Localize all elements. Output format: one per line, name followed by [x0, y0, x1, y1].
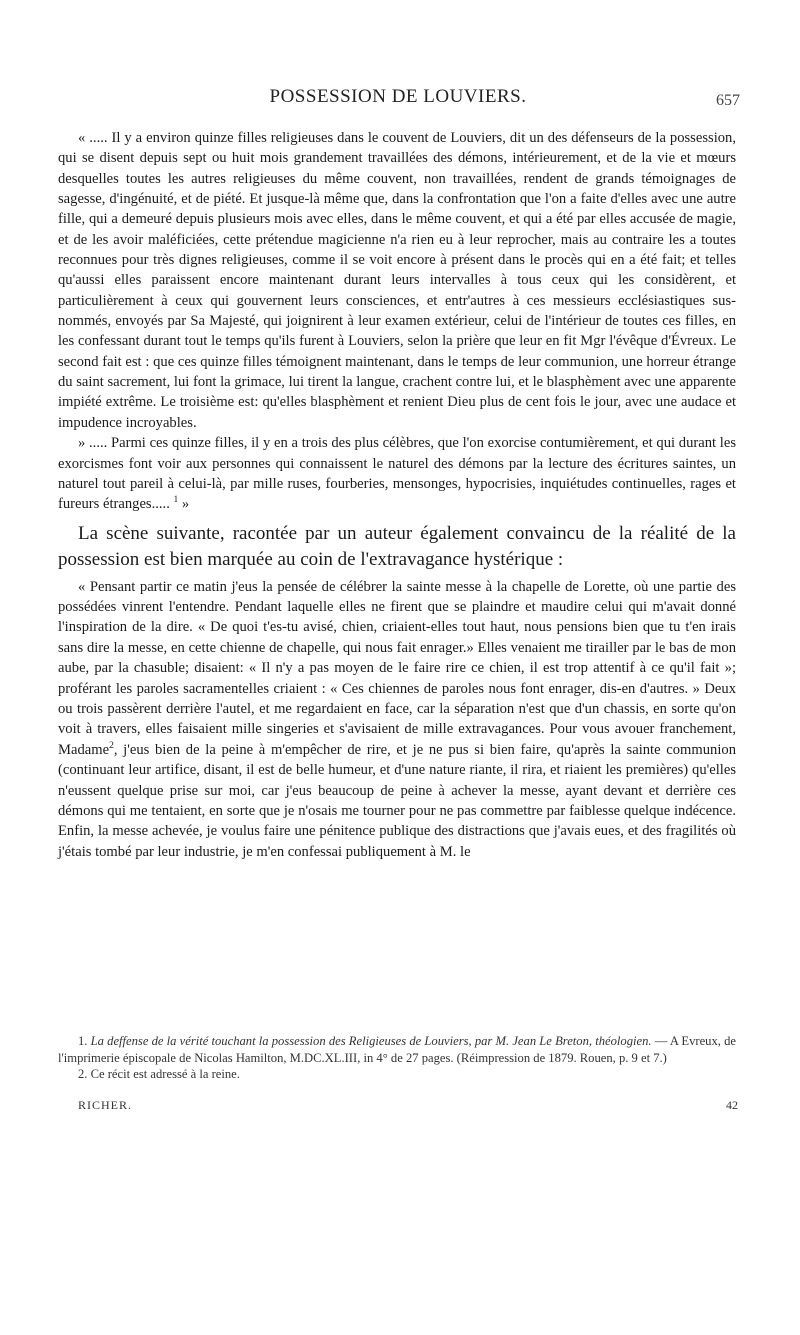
second-quote-part-1: « Pensant partir ce matin j'eus la pensée de célébrer la sainte messe à la chapelle de Lorette, où une partie des possédées vinrent l'entendre. Pendant laquelle elles ne firent que se plaindre et maudire celui qui m'avait donné l'inspiration de la dire. « De quoi t'es-tu avisé, chien, criaient-elles tout haut, nous pensions bien que tu t'en irais sans dire la messe, en cette chienne de chapelle, qui nous fait enrager.» Elles venaient me tirailler par le bas de mon aube, par la chasuble; disaient: « Il n'y a pas moyen de le faire rire ce chien, il est trop attentif à ce qu'il fait »; proférant les paroles sacramentelles criaient : « Ces chiennes de paroles nous font enrager, dis-en d'autres. » Deux ou trois passèrent derrière l'autel, et me regardaient en face, car la séparation n'est que d'un chassis, en sorte qu'on voit à travers, elles faisaient mille singeries et s'avisaient de mille extravagances. Pour vous avouer franchement, Madame — [58, 578, 736, 758]
printer-signature — [78, 1098, 738, 1113]
page-header — [58, 86, 738, 116]
footnote-1-rest: — A Evreux, de l'imprimerie épiscopale de Nicolas Hamilton, M.DC.XL.III, in 4° de 27 pages. (Réimpression de 1879. Rouen, p. 9 et 7.) — [58, 1034, 736, 1065]
footnotes — [58, 1033, 736, 1083]
footnote-1-number: 1. — [78, 1034, 88, 1048]
second-quote — [58, 577, 736, 863]
lead-paragraph: La scène suivante, racontée par un auteur également convaincu de la réalité de la possession est bien marquée au coin de l'extravagance hystérique : — [58, 522, 736, 570]
footnote-ref-2: 2 — [109, 740, 114, 751]
footnote-2 — [58, 1066, 736, 1083]
footnote-ref-1: 1 — [173, 495, 179, 506]
signature-name: RICHER. — [78, 1098, 133, 1112]
second-quote-part-2: , j'eus bien de la peine à m'empêcher de rire, et je ne pus si bien faire, qu'après la sainte communion (continuant leur artifice, disant, il est de belle humeur, et d'une nature riante, il rira, et riaient les premières) qu'elles n'eussent quelque prise sur moi, car j'eus beaucoup de peine à achever la messe, ayant devant et derrière ces démons qui me tentaient, en sorte que je n'osais me tourner pour ne pas commettre par faiblesse quelque indécence. Enfin, la messe achevée, je voulus faire une pénitence publique des distractions que j'avais eues, et des fragilités où j'étais tombé par leur industrie, je m'en confessai publiquement à M. le — [58, 741, 736, 860]
signature-number: 42 — [726, 1098, 738, 1112]
main-text — [58, 128, 736, 862]
footnote-2-rest: Ce récit est adressé à la reine. — [87, 1067, 240, 1081]
footnote-1-title: La deffense de la vérité touchant la possession des Religieuses de Louviers, par M. Jean Le Breton, théologien. — [90, 1034, 652, 1048]
running-title: POSSESSION DE LOUVIERS. — [269, 86, 527, 107]
page-number: 657 — [716, 92, 740, 109]
footnote-2-number: 2. — [78, 1067, 88, 1081]
quote-close: » — [178, 496, 190, 513]
quote-paragraph-1: « ..... Il y a environ quinze filles religieuses dans le couvent de Louviers, dit un des défenseurs de la possession, qui se disent depuis sept ou huit mois grandement travaillées des démons, intérieurement, et de la vie et mœurs desquelles toutes les autres religieuses du même couvent, non travaillées, rendent de grands témoignages de sagesse, d'ingénuité, et de piété. Et jusque-là même que, dans la confrontation que l'on a faite d'elles avec une autre fille, qui a demeuré depuis plusieurs mois avec elles, dans le même couvent, et qui a été par elles accusée de magie, et de les avoir maléficiées, cette prétendue magicienne n'a rien eu à leur reprocher, mais au contraire les a toutes reconnues pour très dignes religieuses, comme il se voit encore à présent dans le procès qui en a été fait; et telles qu'aussi elles paraissent encore maintenant durant leurs intervalles à tous ceux qui les considèrent, et particulièrement à ceux qui gouvernent leurs consciences, et entr'autres à ces messieurs ecclésiastiques sus-nommés, envoyés par Sa Majesté, qui joignirent à leur examen extérieur, celui de l'intérieur de toutes ces filles, en les confessant durant tout le temps qu'ils furent à Louviers, selon la prière que leur en fit Mgr l'évêque d'Évreux. Le second fait est : que ces quinze filles témoignent maintenant, dans le temps de leur communion, une horreur étrange du saint sacrement, lui font la grimace, lui tirent la langue, crachent contre lui, et le blasphèment avec une apparente impiété extrême. Le troisième est: qu'elles blasphèment et renient Dieu plus de cent fois le jour, avec une audace et impudence incroyables. — [58, 130, 736, 431]
quote-paragraph-2-text: » ..... Parmi ces quinze filles, il y en a trois des plus célèbres, que l'on exorcise contumièrement, et qui durant les exorcismes font voir aux personnes qui connaissent le naturel des démons par la lecture des écritures saintes, un naturel tout pareil à celui-là, par mille ruses, fourberies, mensonges, hypocrisies, inquiétudes continuelles, rages et fureurs étranges..... — [58, 435, 736, 513]
quote-paragraph-2 — [58, 433, 736, 514]
footnote-1 — [58, 1033, 736, 1066]
